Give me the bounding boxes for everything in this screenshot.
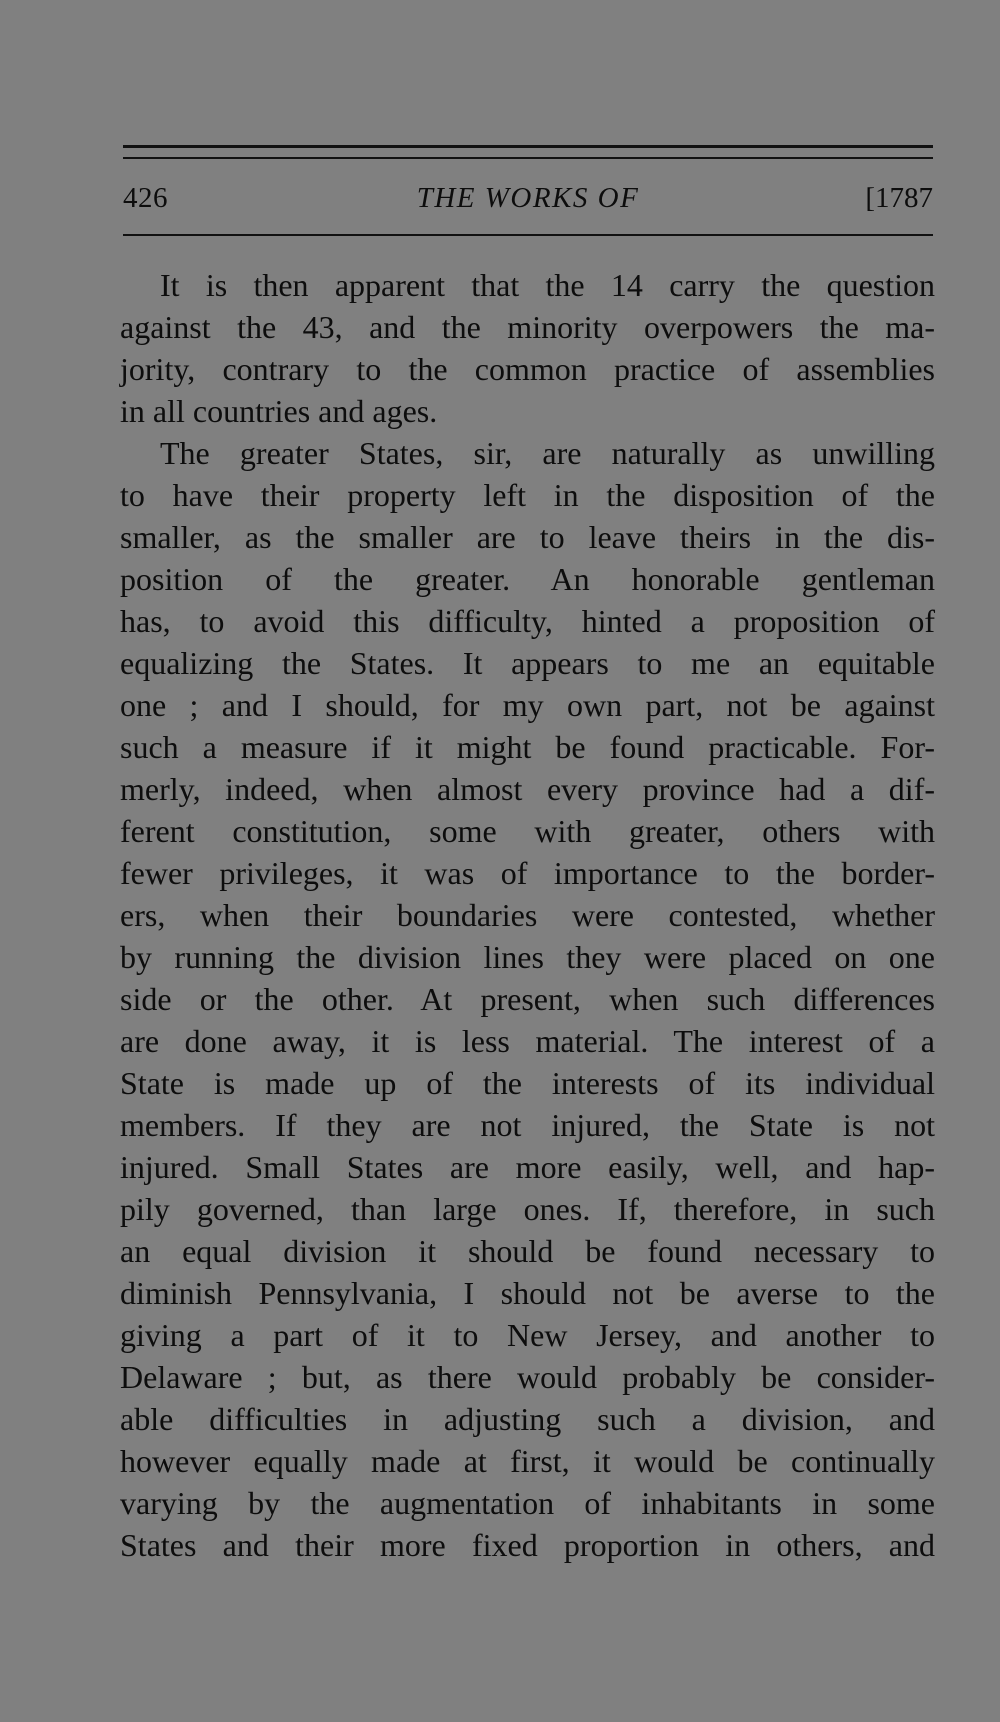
running-head [123,178,933,218]
text-line: Delaware ; but, as there would probably be consider- [120,1359,935,1395]
text-line: to have their property left in the disposition of the [120,477,935,513]
page-number: 426 [123,182,168,214]
text-line: in all countries and ages. [120,393,438,429]
text-line: are done away, it is less material. The interest of a [120,1023,935,1059]
text-line: smaller, as the smaller are to leave theirs in the dis- [120,519,935,555]
text-line: ers, when their boundaries were contested, whether [120,897,935,933]
header-year: [1787 [865,182,933,214]
text-line: injured. Small States are more easily, well, and hap- [120,1149,935,1185]
text-line: against the 43, and the minority overpowers the ma- [120,309,935,345]
text-line: varying by the augmentation of inhabitants in some [120,1485,935,1521]
text-line: members. If they are not injured, the State is not [120,1107,935,1143]
text-line: such a measure if it might be found practicable. For- [120,729,935,765]
top-double-rule-lower [123,157,933,159]
text-line: however equally made at first, it would be continually [120,1443,935,1479]
text-line: pily governed, than large ones. If, therefore, in such [120,1191,935,1227]
text-line: merly, indeed, when almost every province had a dif- [120,771,935,807]
text-line: jority, contrary to the common practice of assemblies [120,351,935,387]
text-line: an equal division it should be found necessary to [120,1233,935,1269]
header-underline-rule [123,234,933,236]
top-double-rule-upper [123,145,933,148]
text-line: States and their more fixed proportion in others, and [120,1527,935,1563]
body-text [120,264,935,1566]
header-title: THE WORKS OF [416,182,640,214]
text-line: fewer privileges, it was of importance to the border- [120,855,935,891]
text-line: equalizing the States. It appears to me an equitable [120,645,935,681]
text-line: State is made up of the interests of its individual [120,1065,935,1101]
text-line: ferent constitution, some with greater, others with [120,813,935,849]
text-line: side or the other. At present, when such differences [120,981,935,1017]
text-line: It is then apparent that the 14 carry the question [160,267,935,303]
text-line: has, to avoid this difficulty, hinted a proposition of [120,603,935,639]
text-line: diminish Pennsylvania, I should not be averse to the [120,1275,935,1311]
text-line: giving a part of it to New Jersey, and another to [120,1317,935,1353]
text-line: one ; and I should, for my own part, not be against [120,687,935,723]
text-line: by running the division lines they were placed on one [120,939,935,975]
text-line: position of the greater. An honorable gentleman [120,561,935,597]
text-line: able difficulties in adjusting such a division, and [120,1401,935,1437]
text-line: The greater States, sir, are naturally as unwilling [160,435,935,471]
